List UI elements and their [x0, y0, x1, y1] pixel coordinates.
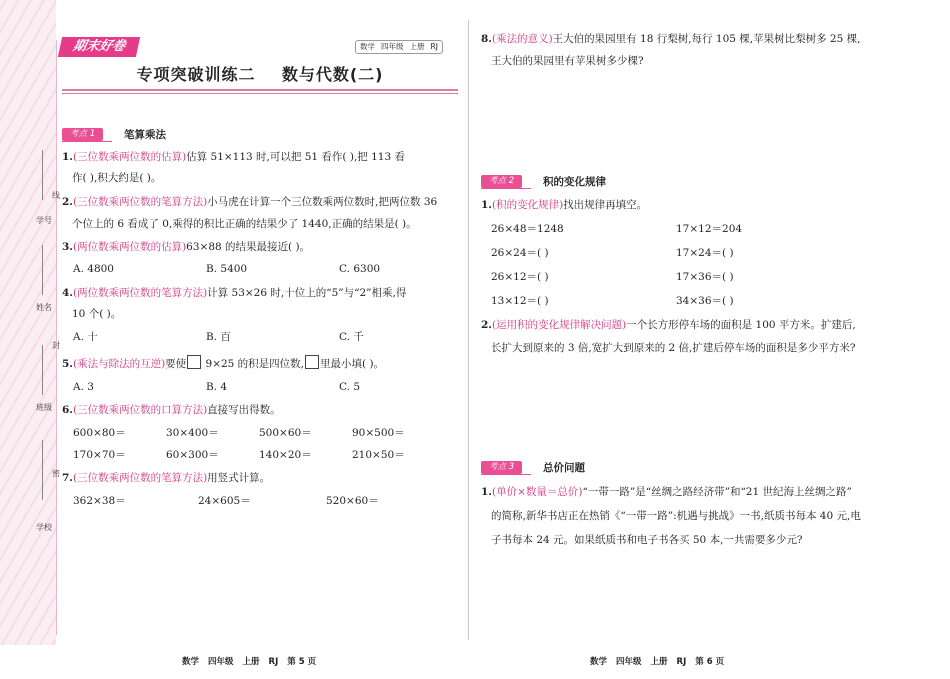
- pattern-item: 17×36＝( ): [676, 271, 734, 283]
- section-name: 积的变化规律: [543, 176, 606, 188]
- section-rule: [481, 474, 531, 475]
- cut-mark: 封: [52, 341, 60, 350]
- school-line: [42, 440, 43, 500]
- pattern-question: 1.(积的变化规律)找出规律再填空。: [481, 199, 648, 211]
- meta-subject: 数学: [360, 42, 375, 51]
- question-6: 6.(三位数乘两位数的口算方法)直接写出得数。: [62, 404, 281, 416]
- question-2: 2.(三位数乘两位数的笔算方法)小马虎在计算一个三位数乘两位数时,把两位数 36: [62, 196, 438, 208]
- exam-banner: 期末好卷: [58, 37, 140, 57]
- vertical-calc-item: 520×60＝: [326, 495, 379, 507]
- student-id-label: 学号: [36, 216, 52, 225]
- calc-item: 500×60＝: [259, 427, 312, 439]
- title-rule: [62, 89, 458, 95]
- class-label: 班级: [36, 403, 52, 412]
- book-question-cont: 子书每本 24 元。如果纸质书和电子书各买 50 本,一共需要多少元?: [491, 534, 803, 546]
- option-a: A. 十: [73, 331, 98, 343]
- page-divider: [468, 20, 469, 640]
- calc-item: 170×70＝: [73, 449, 126, 461]
- section-badge: 考点 2: [481, 175, 522, 188]
- blank-box: [305, 355, 319, 369]
- book-question-cont: 的简称,新华书店正在热销《“一带一路”:机遇与挑战》一书,纸质书每本 40 元,电: [491, 510, 861, 522]
- section-name: 总价问题: [543, 462, 585, 474]
- section-name: 笔算乘法: [124, 129, 166, 141]
- parking-question-cont: 长扩大到原来的 3 倍,宽扩大到原来的 2 倍,扩建后停车场的面积是多少平方米?: [491, 342, 856, 354]
- question-4-cont: 10 个( )。: [72, 308, 122, 320]
- class-line: [42, 345, 43, 395]
- meta-volume: 上册: [409, 42, 425, 51]
- grade-meta: [355, 40, 443, 54]
- name-line: [42, 245, 43, 295]
- question-7: 7.(三位数乘两位数的笔算方法)用竖式计算。: [62, 472, 271, 484]
- question-4: 4.(两位数乘两位数的笔算方法)计算 53×26 时,十位上的“5”与“2”相乘,得: [62, 287, 407, 299]
- page-title: 专项突破训练二 数与代数(二): [136, 65, 384, 84]
- blank-box: [187, 355, 201, 369]
- parking-question: 2.(运用积的变化规律解决问题)一个长方形停车场的面积是 100 平方米。扩建后,: [481, 319, 856, 331]
- section-badge: 考点 1: [62, 128, 103, 141]
- option-c: C. 千: [339, 331, 364, 343]
- binding-edge: [56, 40, 57, 635]
- cut-mark: 密: [52, 469, 60, 478]
- page-number: 第 5 页: [287, 657, 317, 667]
- pattern-item: 13×12＝( ): [491, 295, 549, 307]
- question-2-cont: 个位上的 6 看成了 0,乘得的积比正确的结果少了 1440,正确的结果是( )。: [72, 218, 417, 230]
- pattern-item: 26×24＝( ): [491, 247, 549, 259]
- pattern-item: 17×24＝( ): [676, 247, 734, 259]
- question-1-cont: 作( ),积大约是( )。: [72, 172, 162, 184]
- page-number: 第 6 页: [695, 657, 725, 667]
- option-c: C. 5: [339, 381, 361, 393]
- option-a: A. 4800: [73, 263, 114, 275]
- calc-item: 600×80＝: [73, 427, 126, 439]
- footer-left: 数学 四年级 上册 RJ 第 5 页: [182, 657, 317, 667]
- vertical-calc-item: 362×38＝: [73, 495, 126, 507]
- calc-item: 30×400＝: [166, 427, 219, 439]
- calc-item: 60×300＝: [166, 449, 219, 461]
- student-id-line: [42, 150, 43, 200]
- option-b: B. 5400: [206, 263, 248, 275]
- cut-mark: 线: [52, 191, 60, 200]
- question-5: 5.(乘法与除法的互逆)要使 9×25 的积是四位数, 里最小填( )。: [62, 355, 384, 371]
- option-c: C. 6300: [339, 263, 381, 275]
- book-question: 1.(单价×数量＝总价)“一带一路”是“丝绸之路经济带”和“21 世纪海上丝绸之路”: [481, 486, 852, 498]
- school-label: 学校: [36, 523, 52, 532]
- question-8-cont: 王大伯的果园里有苹果树多少棵?: [491, 55, 644, 67]
- section-rule: [62, 141, 112, 142]
- section-rule: [481, 188, 531, 189]
- question-1: 1.(三位数乘两位数的估算)估算 51×113 时,可以把 51 看作( ),把 113 看: [62, 151, 406, 163]
- pattern-item: 17×12＝204: [676, 223, 743, 235]
- vertical-calc-item: 24×605＝: [198, 495, 251, 507]
- pattern-item: 26×48＝1248: [491, 223, 564, 235]
- calc-item: 90×500＝: [352, 427, 405, 439]
- binding-strip: [0, 0, 56, 645]
- option-b: B. 百: [206, 331, 231, 343]
- pattern-item: 26×12＝( ): [491, 271, 549, 283]
- section-badge: 考点 3: [481, 461, 522, 474]
- option-b: B. 4: [206, 381, 228, 393]
- calc-item: 210×50＝: [352, 449, 405, 461]
- option-a: A. 3: [73, 381, 94, 393]
- calc-item: 140×20＝: [259, 449, 312, 461]
- meta-edition: RJ: [430, 42, 438, 51]
- name-label: 姓名: [36, 303, 52, 312]
- meta-grade: 四年级: [381, 42, 404, 51]
- question-3: 3.(两位数乘两位数的估算)63×88 的结果最接近( )。: [62, 241, 311, 253]
- pattern-item: 34×36＝( ): [676, 295, 734, 307]
- footer-right: 数学 四年级 上册 RJ 第 6 页: [590, 657, 725, 667]
- question-8: 8.(乘法的意义)王大伯的果园里有 18 行梨树,每行 105 棵,苹果树比梨树多 25 棵,: [481, 33, 861, 45]
